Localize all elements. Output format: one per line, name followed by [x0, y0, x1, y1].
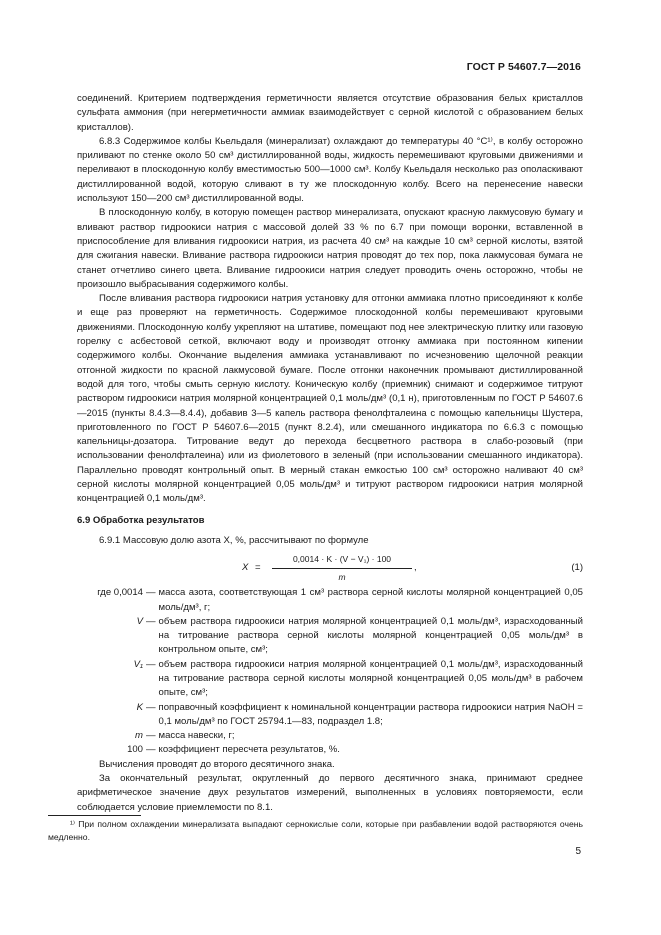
- legend-row: [48, 701, 583, 730]
- legend-text: коэффициент пересчета результатов, %.: [158, 744, 340, 756]
- page-number: 5: [575, 846, 581, 857]
- paragraph-calculation: Вычисления проводят до второго десятичного знака.: [99, 758, 335, 770]
- document-body: [77, 92, 583, 815]
- paragraph-neutralization: В плоскодонную колбу, в которую помещен раствор минерализата, опускают красную лакмусовую бумагу и вливают раствор гидроокиси натрия с массовой долей 33 % по 6.7 при помощи воронки, вставленной в приспособление для вливания гидроокиси натрия, из расчета 40 см³ на каждые 10 см³ серной кислоты, взятой для сжигания навески. Вливание раствора гидроокиси натрия проводят до тех пор, пока лакмусовая бумага не станет отчетливо синего цвета. Вливание гидроокиси натрия следует проводить очень осторожно, чтобы не произошло выбрасывания содержимого колбы.: [77, 207, 583, 290]
- footnote: ¹⁾ При полном охлаждении минерализата выпадают сернокислые соли, которые при разбавлении водой растворяются очень медленно.: [48, 819, 583, 842]
- legend-dash: —: [146, 658, 156, 670]
- section-title: 6.9 Обработка результатов: [77, 514, 205, 526]
- legend-symbol: V₁: [133, 658, 143, 670]
- variable-legend: [48, 586, 583, 758]
- formula-number: (1): [571, 562, 583, 574]
- legend-text: объем раствора гидроокиси натрия молярной концентрацией 0,1 моль/дм³, израсходованный на титрование раствора серной кислоты молярной концентрацией 0,05 моль/дм³ в контрольном опыте, см³;: [158, 615, 583, 656]
- legend-symbol: K: [136, 701, 143, 713]
- footnote-separator: [48, 815, 141, 816]
- legend-text: поправочный коэффициент к номинальной концентрации раствора гидроокиси натрия NaOH = 0,1 моль/дм³ по ГОСТ 25794.1—83, подраздел 1.8;: [158, 701, 583, 727]
- paragraph-6-9-1: 6.9.1 Массовую долю азота X, %, рассчитывают по формуле: [99, 534, 369, 546]
- legend-row: [48, 615, 583, 658]
- legend-dash: —: [146, 744, 156, 756]
- formula-numerator: 0,0014 · K · (V − V₁) · 100: [272, 552, 412, 568]
- paragraph-continuation: соединений. Критерием подтверждения герметичности является отсутствие образования белых кристаллов сульфата аммония (при негерметичности аммиак взаимодействует с серной кислотой с образованием белых кристаллов).: [77, 93, 583, 133]
- paragraph-distillation: После вливания раствора гидроокиси натрия установку для отгонки аммиака плотно присоединяют к колбе и еще раз проверяют на герметичность. Содержимое плоскодонной колбы перемешивают круговыми движениями. Плоскодонную колбу укрепляют на штативе, помещают под нее электрическую плитку или газовую горелку с асбестовой сеткой, включают воду и производят отгонку аммиака при постоянном кипении содержимого колбы. Окончание выделения аммиака устанавливают по исчезновению щелочной реакции отгонной жидкости по красной лакмусовой бумаге. После отгонки наконечник промывают дистиллированной водой для того, чтобы смыть серную кислоту. Коническую колбу (приемник) снимают и содержимое титруют раствором гидроокиси натрия молярной концентрацией 0,1 моль/дм³ (0,1 н), приготовленным по ГОСТ Р 54607.6—2015 (пункты 8.4.3—8.4.4), добавив 3—5 капель раствора фенолфталеина с помощью капельницы Шустера, приготовленного по ГОСТ Р 54607.6—2015 (пункт 8.2.4), или смешанного индикатора по 6.6.3 с помощью капельницы-дозатора. Титрование ведут до перехода бесцветного раствора в слабо-розовый (при использовании фенолфталеина) или из фиолетового в зеленый (при использовании смешанного индикатора). Параллельно проводят контрольный опыт. В мерный стакан емкостью 100 см³ осторожно наливают 40 см³ серной кислоты молярной концентрацией 0,05 моль/дм³ и титруют раствором гидроокиси натрия молярной концентрацией 0,1 моль/дм³.: [77, 293, 583, 505]
- legend-symbol: 100: [127, 744, 143, 756]
- legend-text: масса навески, г;: [158, 730, 235, 742]
- legend-dash: —: [146, 701, 156, 713]
- legend-symbol: m: [135, 730, 143, 742]
- legend-symbol: где 0,0014: [97, 587, 143, 599]
- legend-row: [48, 743, 583, 757]
- legend-text: масса азота, соответствующая 1 см³ раствора серной кислоты молярной концентрацией 0,05 моль/дм³, г;: [158, 587, 583, 613]
- legend-text: объем раствора гидроокиси натрия молярной концентрацией 0,1 моль/дм³, израсходованный на титрование раствора серной кислоты молярной концентрацией 0,05 моль/дм³ в рабочем опыте, см³;: [158, 658, 583, 699]
- formula-denominator: m: [338, 571, 346, 582]
- legend-dash: —: [146, 730, 156, 742]
- legend-dash: —: [146, 615, 156, 627]
- legend-symbol: V: [136, 615, 143, 627]
- legend-dash: —: [146, 587, 156, 599]
- formula-fraction: [272, 552, 412, 584]
- legend-row: [48, 586, 583, 615]
- paragraph-final-result: За окончательный результат, округленный до первого десятичного знака, принимают среднее арифметическое значение двух результатов измерений, выполненных в условиях повторяемости, если соблюдается условие приемлемости по 8.1.: [77, 773, 583, 813]
- formula-1: [77, 552, 583, 582]
- paragraph-6-8-3: 6.8.3 Содержимое колбы Кьельдаля (минерализат) охлаждают до температуры 40 °С¹⁾, в колбу осторожно приливают по стенке около 50 см³ дистиллированной воды, жидкость перемешивают круговыми движениями и переливают в плоскодонную колбу вместимостью 500—1000 см³. Колбу Кьельдаля несколько раз ополаскивают дистиллированной водой, которую сливают в ту же плоскодонную колбу. Всего на перенесение навески используют 150—200 см³ дистиллированной воды.: [77, 135, 583, 205]
- formula-comma: ,: [414, 562, 417, 574]
- legend-row: [48, 658, 583, 701]
- legend-row: [48, 729, 583, 743]
- formula-equals: =: [255, 562, 261, 574]
- formula-lhs: X: [242, 562, 249, 574]
- document-header: ГОСТ Р 54607.7—2016: [466, 61, 581, 73]
